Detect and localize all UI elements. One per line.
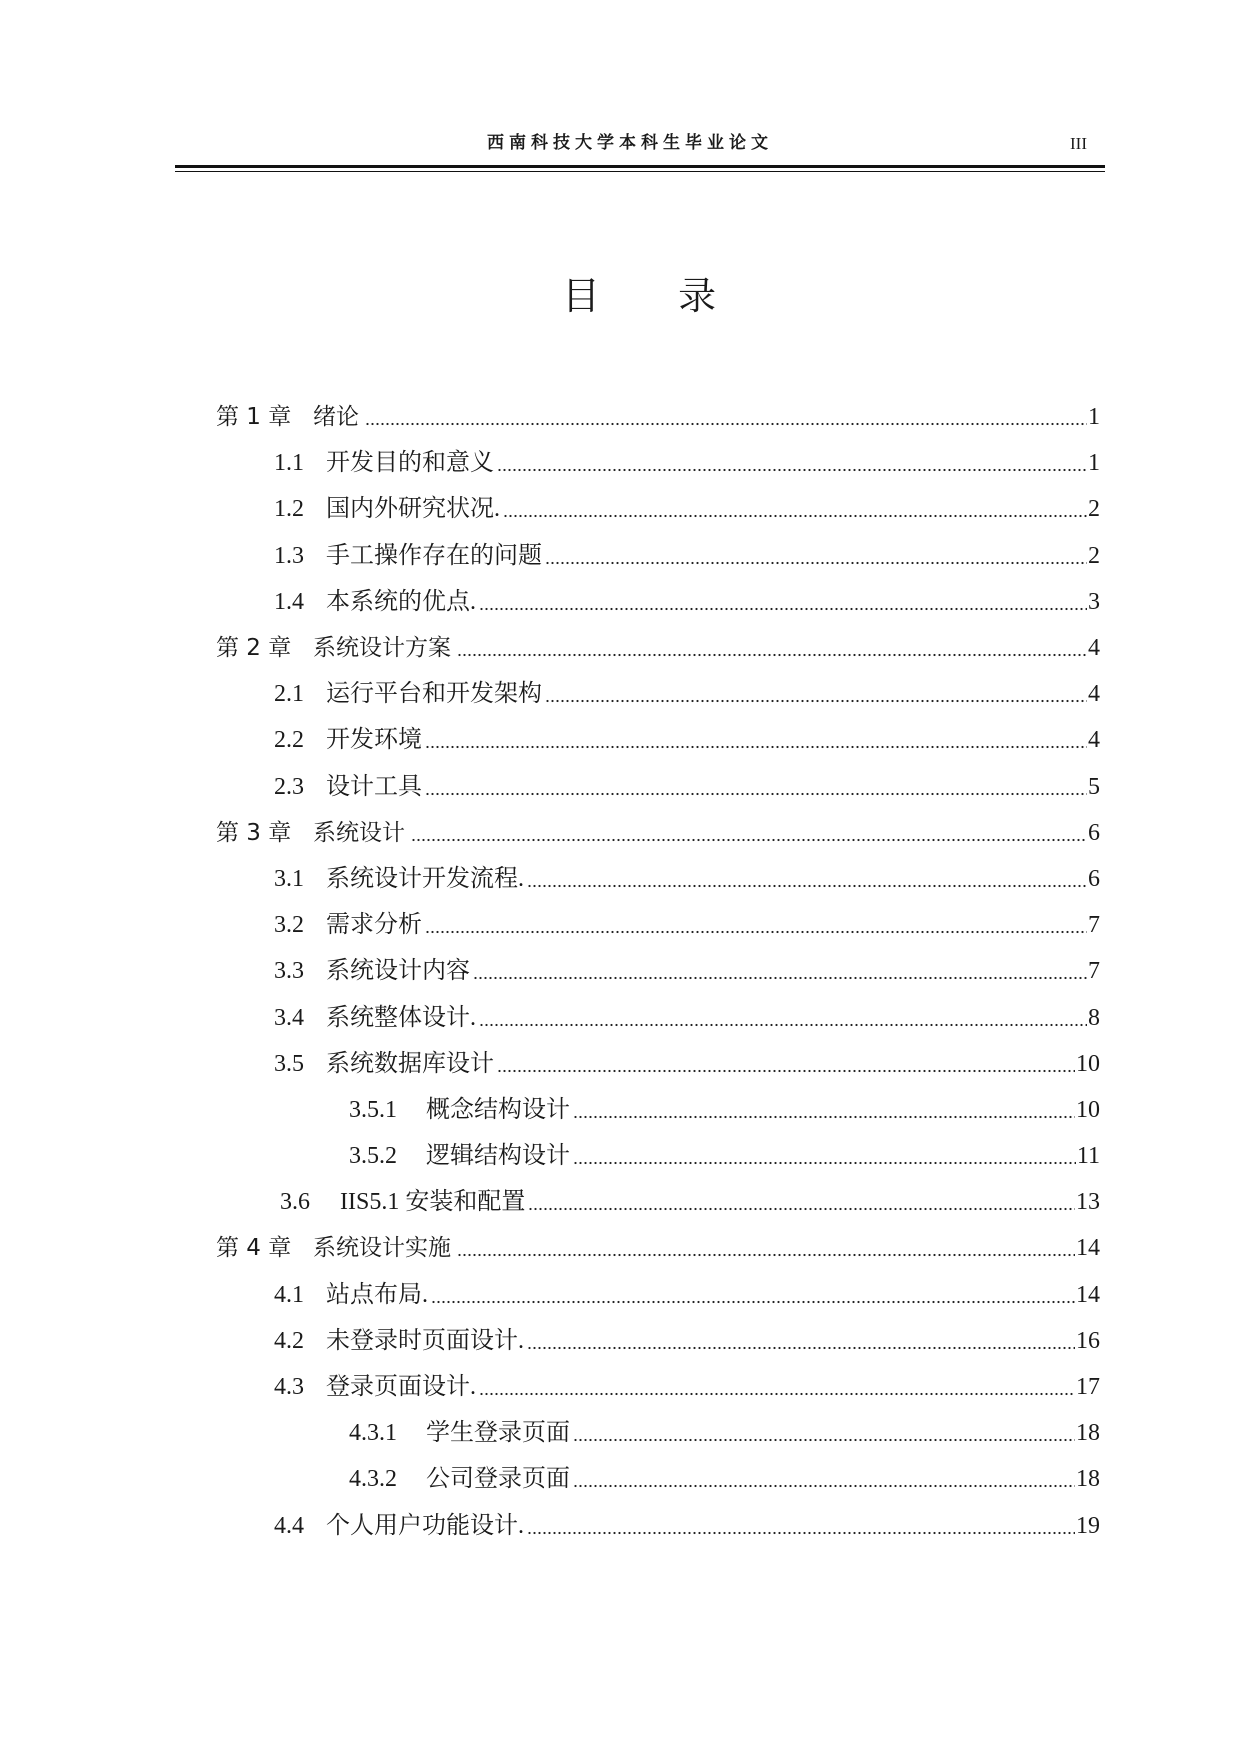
toc-entry-title: 公司登录页面 xyxy=(426,1466,570,1493)
toc-entry-title: 逻辑结构设计 xyxy=(426,1143,570,1170)
toc-entry-number: 3.1 xyxy=(274,865,304,892)
toc-entry-page: 10 xyxy=(1076,1096,1100,1123)
toc-entry-subsection xyxy=(0,1456,1100,1502)
toc-entry-section xyxy=(0,948,1100,994)
toc-entry-number: 3.4 xyxy=(274,1004,304,1031)
toc-entry-number: 4.1 xyxy=(274,1281,304,1308)
header-rule-thin xyxy=(175,171,1105,172)
toc-entry-chapter xyxy=(0,1225,1100,1271)
toc-leader-dots xyxy=(457,1234,1075,1262)
toc-entry-title: 开发环境 xyxy=(326,727,422,754)
header-rule-thick xyxy=(175,165,1105,168)
toc-leader-dots xyxy=(573,1142,1076,1170)
toc-leader-dots xyxy=(573,1465,1075,1493)
toc-entry-number: 第 2 章 xyxy=(216,635,292,662)
toc-leader-dots xyxy=(425,773,1087,801)
toc-entry-title: 概念结构设计 xyxy=(426,1096,570,1123)
toc-entry-number: 4.3.2 xyxy=(349,1466,397,1493)
toc-entry-number: 4.4 xyxy=(274,1512,304,1539)
toc-entry-title: 站点布局. xyxy=(326,1281,428,1308)
toc-entry-section xyxy=(0,717,1100,763)
toc-entry-page: 2 xyxy=(1088,542,1100,569)
toc-entry-title: 系统数据库设计 xyxy=(326,1050,494,1077)
toc-entry-number: 3.6 xyxy=(280,1189,310,1216)
toc-entry-page: 17 xyxy=(1076,1374,1100,1401)
toc-entry-title: 系统设计实施 xyxy=(313,1235,451,1262)
table-of-contents xyxy=(0,394,1100,1549)
toc-leader-dots xyxy=(497,1050,1075,1078)
toc-entry-title: 登录页面设计. xyxy=(326,1374,476,1401)
toc-entry-number: 1.4 xyxy=(274,588,304,615)
toc-entry-section xyxy=(0,486,1100,532)
toc-entry-page: 18 xyxy=(1076,1466,1100,1493)
toc-entry-section xyxy=(0,579,1100,625)
toc-entry-title: 本系统的优点. xyxy=(326,588,476,615)
toc-entry-page: 10 xyxy=(1076,1050,1100,1077)
toc-entry-section xyxy=(0,671,1100,717)
toc-entry-section xyxy=(0,1272,1100,1318)
toc-entry-number: 3.5.2 xyxy=(349,1143,397,1170)
toc-entry-title: 运行平台和开发架构 xyxy=(326,681,542,708)
toc-entry-number: 3.2 xyxy=(274,912,304,939)
toc-entry-page: 16 xyxy=(1076,1327,1100,1354)
toc-entry-title: IIS5.1 安装和配置 xyxy=(340,1189,526,1216)
toc-leader-dots xyxy=(479,1373,1075,1401)
toc-entry-page: 3 xyxy=(1088,588,1100,615)
toc-entry-section xyxy=(0,440,1100,486)
toc-leader-dots xyxy=(573,1096,1075,1124)
toc-entry-section xyxy=(0,1179,1100,1225)
toc-entry-number: 4.2 xyxy=(274,1327,304,1354)
toc-leader-dots xyxy=(527,865,1087,893)
toc-entry-title: 设计工具 xyxy=(326,773,422,800)
toc-entry-page: 4 xyxy=(1088,681,1100,708)
toc-leader-dots xyxy=(365,403,1087,431)
toc-entry-page: 14 xyxy=(1076,1235,1100,1262)
toc-entry-number: 2.1 xyxy=(274,681,304,708)
toc-entry-chapter xyxy=(0,810,1100,856)
toc-entry-title: 系统设计 xyxy=(313,819,405,846)
toc-entry-section xyxy=(0,856,1100,902)
toc-entry-section xyxy=(0,994,1100,1040)
toc-entry-number: 3.5 xyxy=(274,1050,304,1077)
toc-entry-title: 绪论 xyxy=(313,404,359,431)
toc-entry-title: 系统设计内容 xyxy=(326,958,470,985)
toc-entry-subsection xyxy=(0,1410,1100,1456)
toc-entry-number: 4.3.1 xyxy=(349,1420,397,1447)
toc-leader-dots xyxy=(479,588,1087,616)
toc-entry-section xyxy=(0,1318,1100,1364)
toc-entry-title: 学生登录页面 xyxy=(426,1420,570,1447)
toc-entry-title: 需求分析 xyxy=(326,912,422,939)
toc-entry-page: 11 xyxy=(1076,1143,1100,1170)
toc-entry-page: 1 xyxy=(1088,450,1100,477)
toc-entry-section xyxy=(0,1503,1100,1549)
toc-entry-number: 第 3 章 xyxy=(216,819,292,846)
toc-entry-page: 14 xyxy=(1076,1281,1100,1308)
toc-entry-page: 5 xyxy=(1088,773,1100,800)
toc-entry-title: 开发目的和意义 xyxy=(326,450,494,477)
toc-entry-page: 19 xyxy=(1076,1512,1100,1539)
toc-entry-subsection xyxy=(0,1087,1100,1133)
toc-entry-number: 1.2 xyxy=(274,496,304,523)
toc-entry-page: 4 xyxy=(1088,727,1100,754)
toc-leader-dots xyxy=(527,1327,1075,1355)
toc-leader-dots xyxy=(528,1188,1075,1216)
toc-leader-dots xyxy=(497,449,1087,477)
toc-leader-dots xyxy=(545,680,1087,708)
toc-entry-number: 第 4 章 xyxy=(216,1235,292,1262)
toc-leader-dots xyxy=(503,495,1087,523)
toc-entry-title: 系统设计开发流程. xyxy=(326,865,524,892)
toc-entry-section xyxy=(0,1041,1100,1087)
toc-entry-page: 18 xyxy=(1076,1420,1100,1447)
toc-entry-number: 3.3 xyxy=(274,958,304,985)
toc-leader-dots xyxy=(573,1419,1075,1447)
toc-heading: 目 录 xyxy=(562,274,717,318)
toc-entry-section xyxy=(0,902,1100,948)
toc-entry-title: 系统整体设计. xyxy=(326,1004,476,1031)
toc-entry-page: 13 xyxy=(1076,1189,1100,1216)
toc-leader-dots xyxy=(545,542,1087,570)
toc-entry-number: 2.3 xyxy=(274,773,304,800)
toc-entry-page: 2 xyxy=(1088,496,1100,523)
toc-entry-number: 第 1 章 xyxy=(216,404,292,431)
toc-entry-section xyxy=(0,1364,1100,1410)
running-header-title: 西南科技大学本科生毕业论文 xyxy=(487,133,773,153)
toc-entry-page: 1 xyxy=(1088,404,1100,431)
toc-entry-chapter xyxy=(0,394,1100,440)
toc-leader-dots xyxy=(479,1004,1087,1032)
toc-entry-subsection xyxy=(0,1133,1100,1179)
toc-leader-dots xyxy=(431,1281,1075,1309)
toc-entry-page: 6 xyxy=(1088,865,1100,892)
toc-entry-title: 个人用户功能设计. xyxy=(326,1512,524,1539)
toc-leader-dots xyxy=(425,726,1087,754)
toc-leader-dots xyxy=(411,819,1087,847)
toc-leader-dots xyxy=(473,957,1087,985)
toc-entry-title: 手工操作存在的问题 xyxy=(326,542,542,569)
running-header-page-number: III xyxy=(1070,134,1087,153)
toc-entry-title: 系统设计方案 xyxy=(313,635,451,662)
toc-entry-page: 6 xyxy=(1088,819,1100,846)
toc-entry-title: 未登录时页面设计. xyxy=(326,1327,524,1354)
toc-entry-page: 4 xyxy=(1088,635,1100,662)
toc-entry-section xyxy=(0,533,1100,579)
toc-entry-number: 3.5.1 xyxy=(349,1096,397,1123)
toc-entry-chapter xyxy=(0,625,1100,671)
toc-entry-title: 国内外研究状况. xyxy=(326,496,500,523)
toc-entry-number: 1.3 xyxy=(274,542,304,569)
toc-leader-dots xyxy=(425,911,1087,939)
toc-entry-page: 7 xyxy=(1088,912,1100,939)
toc-leader-dots xyxy=(457,634,1087,662)
toc-leader-dots xyxy=(527,1512,1075,1540)
toc-entry-number: 2.2 xyxy=(274,727,304,754)
toc-entry-number: 1.1 xyxy=(274,450,304,477)
toc-entry-section xyxy=(0,764,1100,810)
toc-entry-number: 4.3 xyxy=(274,1374,304,1401)
toc-entry-page: 7 xyxy=(1088,958,1100,985)
toc-entry-page: 8 xyxy=(1088,1004,1100,1031)
